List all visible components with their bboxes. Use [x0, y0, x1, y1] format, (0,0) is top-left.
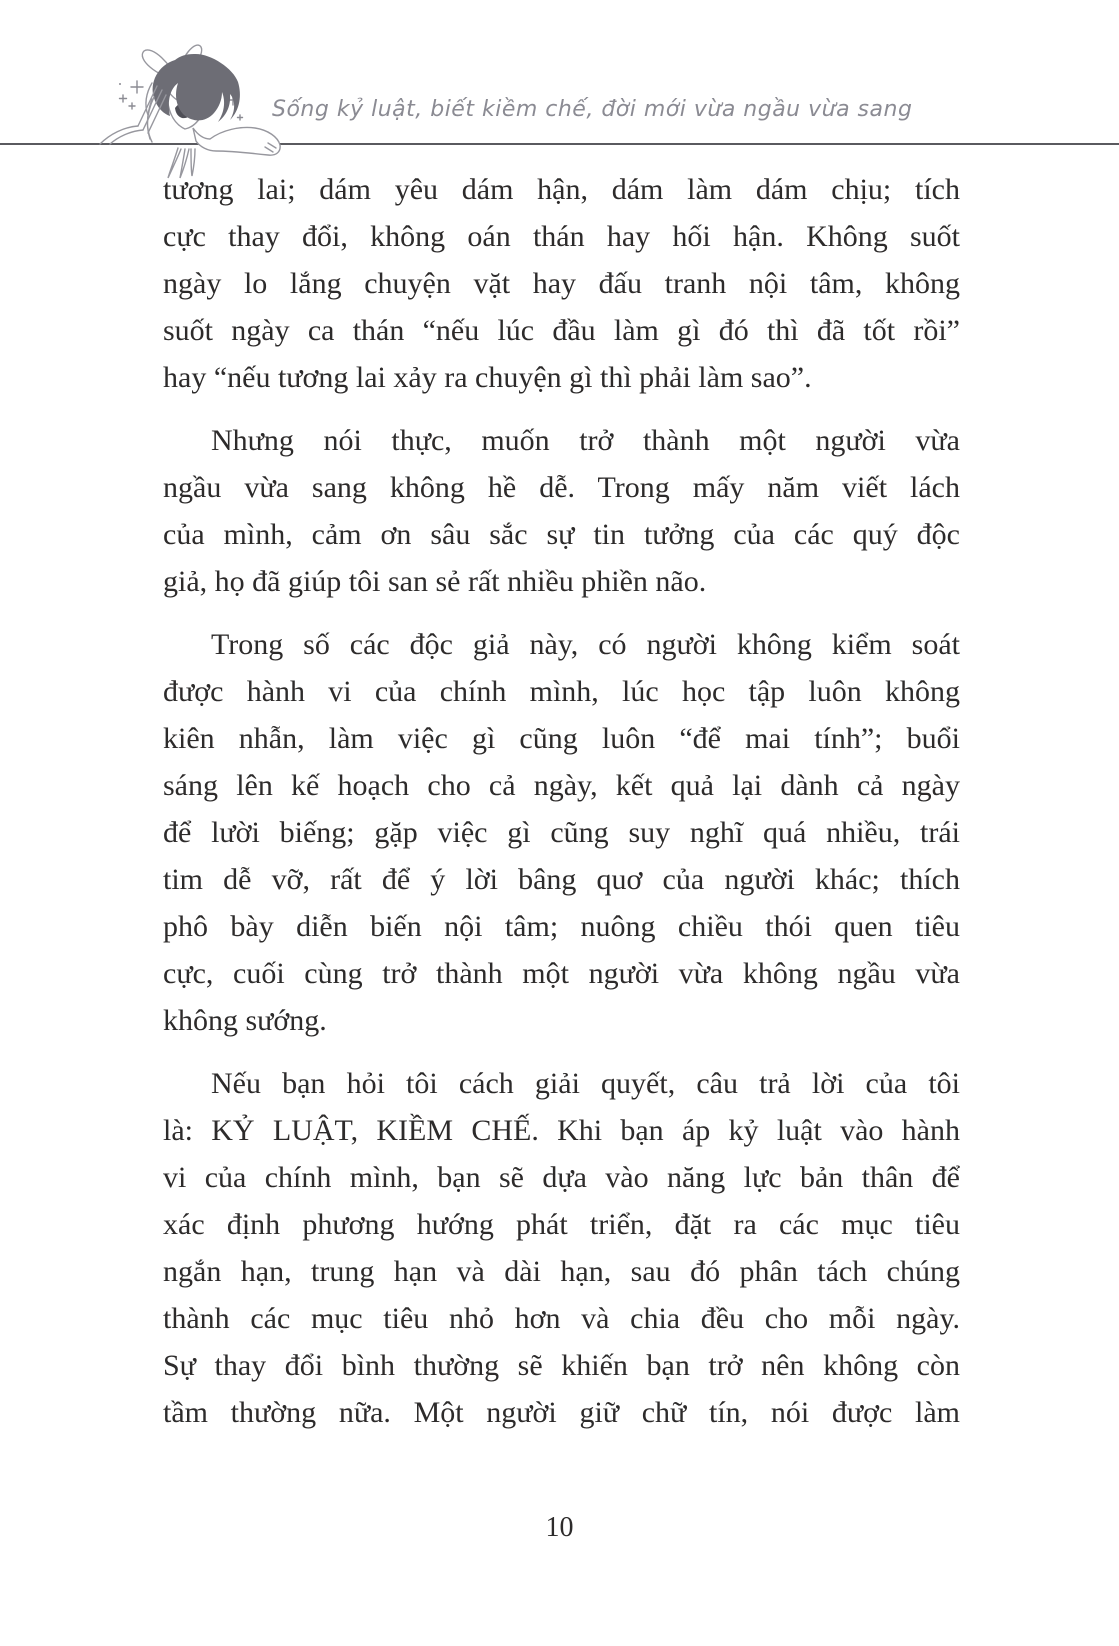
paragraph: [163, 621, 960, 1044]
text-line: vi của chính mình, bạn sẽ dựa vào năng lực bản thân để: [163, 1161, 960, 1194]
text-line: xác định phương hướng phát triển, đặt ra các mục tiêu: [163, 1208, 960, 1241]
text-line: Sự thay đổi bình thường sẽ khiến bạn trở nên không còn: [163, 1349, 960, 1382]
body-text: [163, 166, 960, 1452]
text-line: ngày lo lắng chuyện vặt hay đấu tranh nội tâm, không: [163, 267, 960, 300]
text-line: kiên nhẫn, làm việc gì cũng luôn “để mai tính”; buổi: [163, 722, 960, 755]
text-line: của mình, cảm ơn sâu sắc sự tin tưởng của các quý độc: [163, 518, 960, 551]
right-arm: [193, 127, 280, 155]
paragraph: [163, 417, 960, 605]
text-line: Trong số các độc giả này, có người không kiểm soát: [211, 628, 960, 661]
text-line: ngắn hạn, trung hạn và dài hạn, sau đó phân tách chúng: [163, 1255, 960, 1288]
text-line: ngầu vừa sang không hề dễ. Trong mấy năm viết lách: [163, 471, 960, 504]
chapter-header-title: Sống kỷ luật, biết kiềm chế, đời mới vừa ngầu vừa sang: [272, 97, 913, 122]
text-line: cực, cuối cùng trở thành một người vừa không ngầu vừa: [163, 957, 960, 990]
text-line: là: KỶ LUẬT, KIỀM CHẾ. Khi bạn áp kỷ luật vào hành: [163, 1114, 960, 1147]
text-line: tầm thường nữa. Một người giữ chữ tín, nói được làm: [163, 1396, 960, 1429]
text-line: hay “nếu tương lai xảy ra chuyện gì thì phải làm sao”.: [163, 361, 812, 394]
text-line: Nhưng nói thực, muốn trở thành một người vừa: [211, 424, 960, 457]
sparkle-icon: [119, 81, 143, 109]
text-line: được hành vi của chính mình, lúc học tập luôn không: [163, 675, 960, 708]
text-line: suốt ngày ca thán “nếu lúc đầu làm gì đó thì đã tốt rồi”: [163, 314, 960, 347]
text-line: giả, họ đã giúp tôi san sẻ rất nhiều phiền não.: [163, 565, 707, 598]
paragraph: [163, 166, 960, 401]
text-line: tim dễ vỡ, rất để ý lời bâng quơ của người khác; thích: [163, 863, 960, 896]
text-line: Nếu bạn hỏi tôi cách giải quyết, câu trả lời của tôi: [211, 1067, 960, 1100]
text-line: phô bày diễn biến nội tâm; nuông chiều thói quen tiêu: [163, 910, 960, 943]
text-line: không sướng.: [163, 1004, 327, 1037]
text-line: để lười biếng; gặp việc gì cũng suy nghĩ quá nhiều, trái: [163, 816, 960, 849]
woman-leaning-illustration-icon: [90, 35, 300, 185]
text-line: thành các mục tiêu nhỏ hơn và chia đều cho mỗi ngày.: [163, 1302, 960, 1335]
page-number: 10: [545, 1512, 574, 1543]
text-line: sáng lên kế hoạch cho cả ngày, kết quả lại dành cả ngày: [163, 769, 960, 802]
text-line: tương lai; dám yêu dám hận, dám làm dám chịu; tích: [163, 173, 960, 206]
text-line: cực thay đổi, không oán thán hay hối hận. Không suốt: [163, 220, 960, 253]
paragraph: [163, 1060, 960, 1436]
